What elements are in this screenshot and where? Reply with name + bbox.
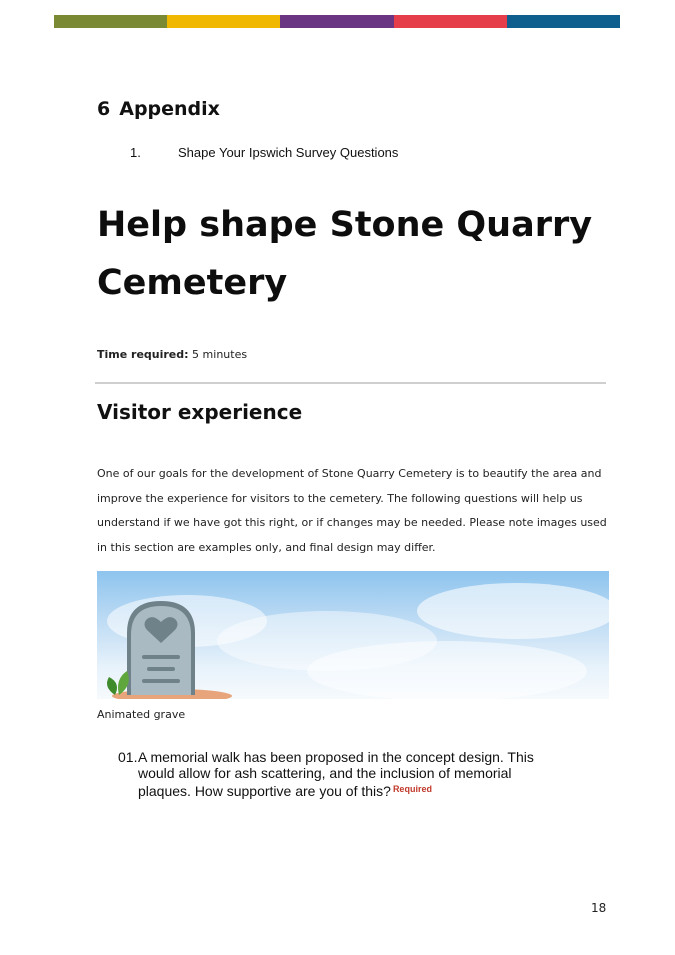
time-required-value: 5 minutes — [192, 348, 248, 361]
required-badge: Required — [392, 784, 432, 794]
question-number: 01. — [118, 749, 138, 765]
section-title: Visitor experience — [97, 400, 303, 424]
banner-illustration — [97, 571, 609, 699]
time-required — [97, 348, 247, 361]
time-required-label: Time required: — [97, 348, 189, 361]
grave-banner-image — [97, 571, 609, 699]
stripe-segment-purple — [280, 15, 393, 28]
appendix-number: 6 — [97, 98, 111, 120]
toc-item-number: 1. — [130, 145, 141, 160]
header-color-stripe — [54, 15, 620, 28]
image-caption: Animated grave — [97, 708, 186, 721]
survey-question — [118, 749, 568, 799]
toc-item — [130, 145, 398, 160]
survey-title: Help shape Stone Quarry Cemetery — [97, 205, 593, 303]
stripe-segment-blue — [507, 15, 620, 28]
stripe-segment-red — [394, 15, 507, 28]
headstone-icon — [127, 601, 195, 695]
stripe-segment-olive — [54, 15, 167, 28]
page-number: 18 — [591, 901, 607, 915]
appendix-title: Appendix — [119, 98, 220, 120]
toc-item-label: Shape Your Ipswich Survey Questions — [178, 145, 399, 160]
intro-paragraph: One of our goals for the development of Stone Quarry Cemetery is to beautify the area and improve the experience for visitors to the cemetery. The following questions will help us understand if we have got this right, or if changes may be needed. Please note images used in this section are examples only, and final design may differ. — [97, 467, 607, 554]
appendix-heading — [97, 98, 220, 120]
question-text: A memorial walk has been proposed in the concept design. This would allow for ash scattering, and the inclusion of memorial plaques. How supportive are you of this? — [138, 749, 534, 799]
leaf-icon — [107, 671, 129, 695]
section-divider — [95, 382, 606, 384]
question-body — [138, 749, 568, 799]
stripe-segment-yellow — [167, 15, 280, 28]
